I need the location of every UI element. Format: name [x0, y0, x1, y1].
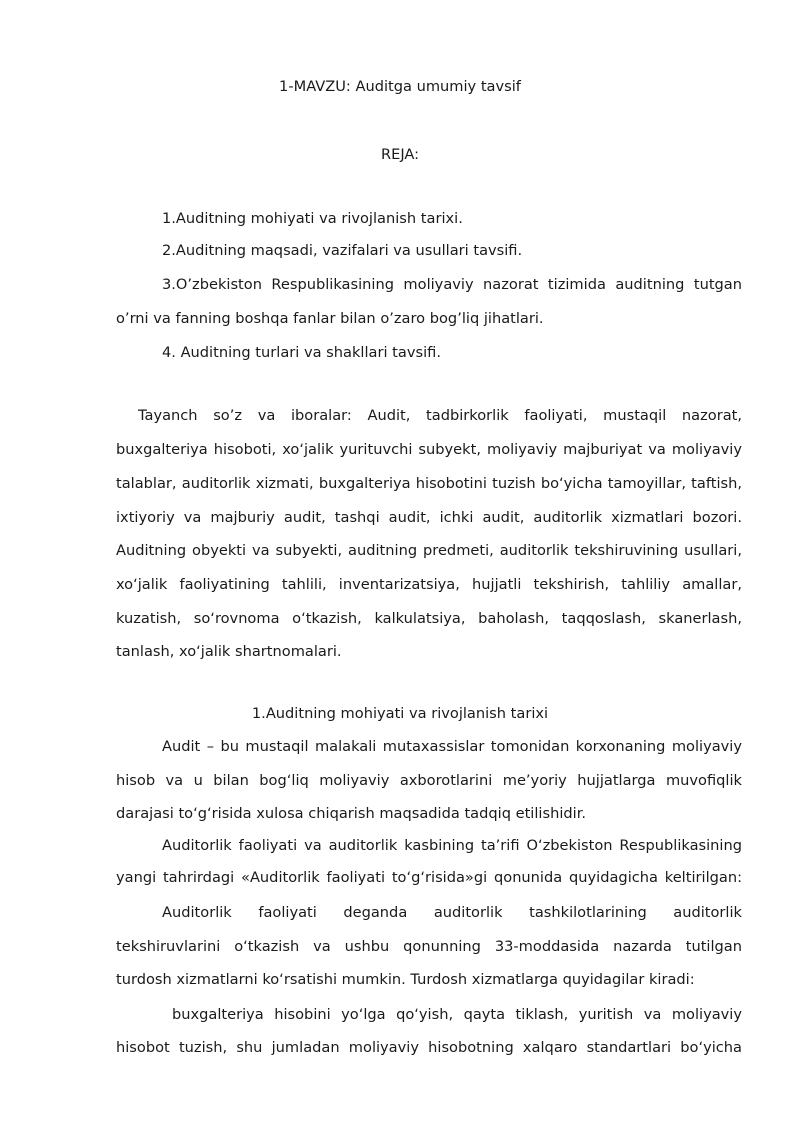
keywords-line: Tayanch so’z va iboralar: Audit, tadbirkorlik faoliyati, mustaqil nazorat,: [138, 407, 742, 424]
paragraph-line: Auditorlik faoliyati va auditorlik kasbining ta’rifi O‘zbekiston Respublikasining: [162, 837, 742, 854]
plan-item-1: 1.Auditning mohiyati va rivojlanish tarixi.: [162, 210, 463, 227]
keywords-line: buxgalteriya hisoboti, xo‘jalik yurituvchi subyekt, moliyaviy majburiyat va moliyaviy: [116, 441, 742, 458]
keywords-line: Auditning obyekti va subyekti, auditning predmeti, auditorlik tekshiruvining usullari,: [116, 542, 742, 559]
plan-heading: REJA:: [380, 146, 420, 163]
plan-item-3-line-1: 3.O’zbekiston Respublikasining moliyaviy nazorat tizimida auditning tutgan: [162, 276, 742, 293]
paragraph-line: yangi tahrirdagi «Auditorlik faoliyati to‘g‘risida»gi qonunida quyidagicha keltirilgan:: [116, 869, 742, 886]
paragraph-line: hisobot tuzish, shu jumladan moliyaviy hisobotning xalqaro standartlari bo‘yicha: [116, 1039, 742, 1056]
paragraph-line: Audit – bu mustaqil malakali mutaxassislar tomonidan korxonaning moliyaviy: [162, 738, 742, 755]
plan-item-4: 4. Auditning turlari va shakllari tavsifi.: [162, 344, 441, 361]
paragraph-line: turdosh xizmatlarni ko‘rsatishi mumkin. Turdosh xizmatlarga quyidagilar kiradi:: [116, 971, 695, 988]
paragraph-line: tekshiruvlarini o‘tkazish va ushbu qonunning 33-moddasida nazarda tutilgan: [116, 938, 742, 955]
plan-item-2: 2.Auditning maqsadi, vazifalari va usullari tavsifi.: [162, 242, 523, 259]
keywords-line: tanlash, xo‘jalik shartnomalari.: [116, 643, 342, 660]
paragraph-line: buxgalteriya hisobini yo‘lga qo‘yish, qayta tiklash, yuritish va moliyaviy: [172, 1006, 742, 1023]
paragraph-line: hisob va u bilan bog‘liq moliyaviy axborotlarini me’yoriy hujjatlarga muvofiqlik: [116, 772, 742, 789]
page-title: 1-MAVZU: Auditga umumiy tavsif: [279, 78, 521, 95]
paragraph-line: darajasi to‘g‘risida xulosa chiqarish maqsadida tadqiq etilishidir.: [116, 805, 586, 822]
keywords-line: ixtiyoriy va majburiy audit, tashqi audit, ichki audit, auditorlik xizmatlari bozori.: [116, 509, 742, 526]
keywords-line: xo‘jalik faoliyatining tahlili, inventarizatsiya, hujjatli tekshirish, tahliliy amallar,: [116, 576, 742, 593]
section-1-heading: 1.Auditning mohiyati va rivojlanish tarixi: [251, 705, 549, 722]
paragraph-line: Auditorlik faoliyati deganda auditorlik tashkilotlarining auditorlik: [162, 904, 742, 921]
keywords-line: talablar, auditorlik xizmati, buxgalteriya hisobotini tuzish bo‘yicha tamoyillar, taftish,: [116, 475, 742, 492]
keywords-line: kuzatish, so‘rovnoma o‘tkazish, kalkulatsiya, baholash, taqqoslash, skanerlash,: [116, 610, 742, 627]
plan-item-3-line-2: o’rni va fanning boshqa fanlar bilan o’zaro bog’liq jihatlari.: [116, 310, 544, 327]
